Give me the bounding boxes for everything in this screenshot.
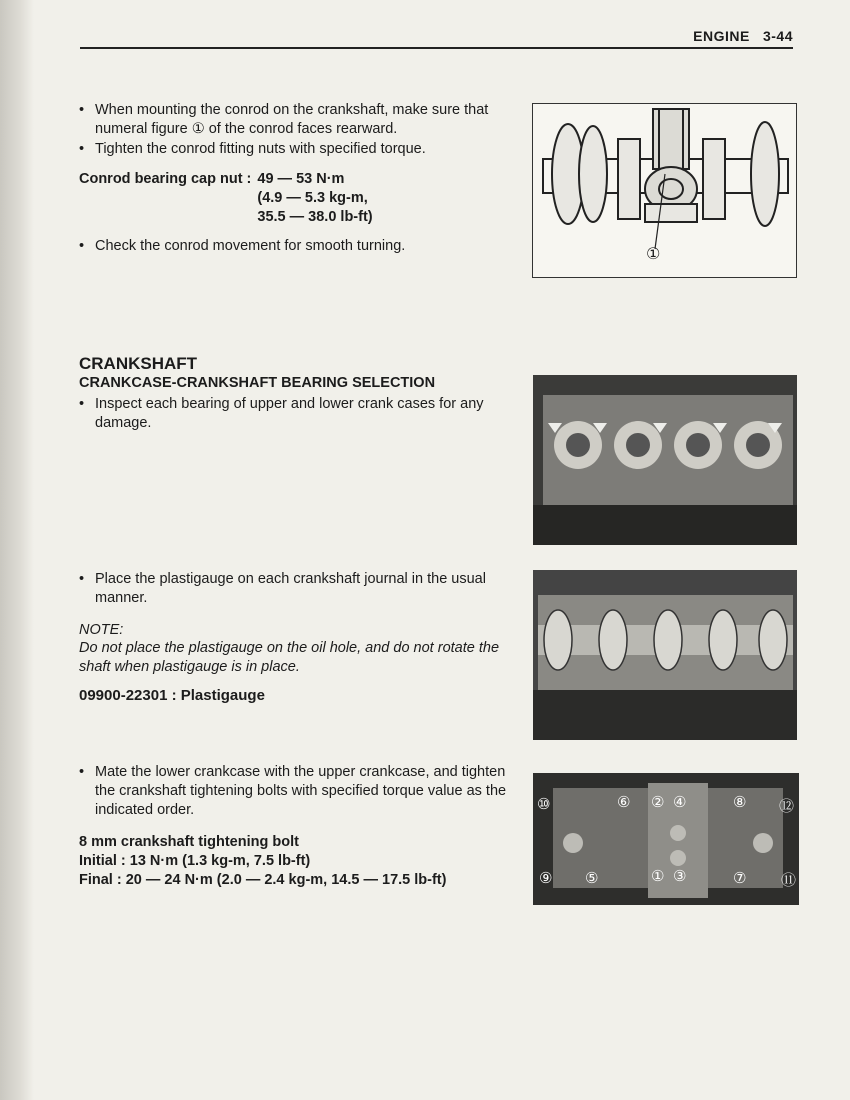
note-text: Do not place the plastigauge on the oil hole, and do not rotate the shaft when plastigauge is in place.	[79, 640, 500, 675]
lower-crankcase-photo-icon	[533, 773, 799, 905]
diagram-callout-1: ①	[646, 246, 661, 263]
photo-upper-crankcase-bearings	[533, 375, 797, 545]
bolt-spec-heading: 8 mm crankshaft tightening bolt	[79, 834, 299, 850]
special-tool-plastigauge: 09900-22301 : Plastigauge	[79, 687, 265, 704]
bolt-final-label: Final :	[79, 872, 122, 888]
conrod-torque-value-1: 49 — 53 N·m	[257, 171, 345, 187]
bolt-callout-4: ④	[673, 794, 687, 811]
photo-bolt-tightening-order	[533, 773, 799, 905]
bolt-initial-label: Initial :	[79, 853, 126, 869]
bolt-callout-5: ⑤	[585, 870, 599, 887]
bolt-callout-8: ⑧	[733, 794, 747, 811]
bolt-callout-9: ⑨	[539, 870, 553, 887]
crankshaft-bullet-plastigauge: • Place the plastigauge on each crankshaft journal in the usual manner.	[79, 570, 525, 608]
bolt-callout-3: ③	[673, 868, 687, 885]
photo-plastigauge-on-journals	[533, 570, 797, 740]
bolt-callout-10: ⑩	[537, 796, 551, 813]
conrod-torque-value-3: 35.5 — 38.0 lb-ft)	[257, 209, 373, 225]
section-heading-crankshaft: CRANKSHAFT	[79, 354, 198, 373]
section-subheading-bearing-selection: CRANKCASE-CRANKSHAFT BEARING SELECTION	[79, 375, 436, 391]
bolt-callout-2: ②	[651, 794, 665, 811]
crankshaft-journal-photo-icon	[533, 570, 797, 740]
crankcase-photo-icon	[533, 375, 797, 545]
bolt-initial-value: 13 N·m (1.3 kg-m, 7.5 lb-ft)	[129, 853, 311, 869]
crankshaft-drawing-icon	[533, 104, 796, 277]
bolt-callout-1: ①	[651, 868, 665, 885]
bolt-spec-initial	[79, 852, 519, 871]
conrod-bullet-check: • Check the conrod movement for smooth turning.	[79, 237, 535, 256]
crankshaft-conrod-diagram	[532, 103, 797, 278]
note-label: NOTE:	[79, 622, 124, 638]
conrod-torque-spec	[79, 170, 519, 227]
header-rule	[80, 47, 793, 49]
header-title: ENGINE 3-44	[693, 28, 793, 44]
page-binding-shadow	[0, 0, 34, 1100]
bolt-callout-12: ⑫	[779, 798, 795, 815]
conrod-bullet-mounting: • When mounting the conrod on the crankshaft, make sure that numeral figure ① of the conrod faces rearward.	[79, 101, 535, 139]
bolt-callout-6: ⑥	[617, 794, 631, 811]
conrod-torque-label: Conrod bearing cap nut :	[79, 171, 252, 187]
bolt-callout-7: ⑦	[733, 870, 747, 887]
page-header	[80, 28, 793, 50]
bolt-final-value: 20 — 24 N·m (2.0 — 2.4 kg-m, 14.5 — 17.5 lb-ft)	[125, 872, 447, 888]
bolt-spec-final	[79, 871, 519, 890]
conrod-bullet-tighten: • Tighten the conrod fitting nuts with specified torque.	[79, 140, 535, 159]
conrod-torque-value-2: (4.9 — 5.3 kg-m,	[257, 190, 368, 206]
bolt-callout-11: ⑪	[781, 872, 797, 889]
crankshaft-bullet-mate-crankcase: • Mate the lower crankcase with the upper crankcase, and tighten the crankshaft tightening bolts with specified torque value as the indicated order.	[79, 763, 520, 820]
crankshaft-bullet-inspect: • Inspect each bearing of upper and lower crank cases for any damage.	[79, 395, 525, 433]
